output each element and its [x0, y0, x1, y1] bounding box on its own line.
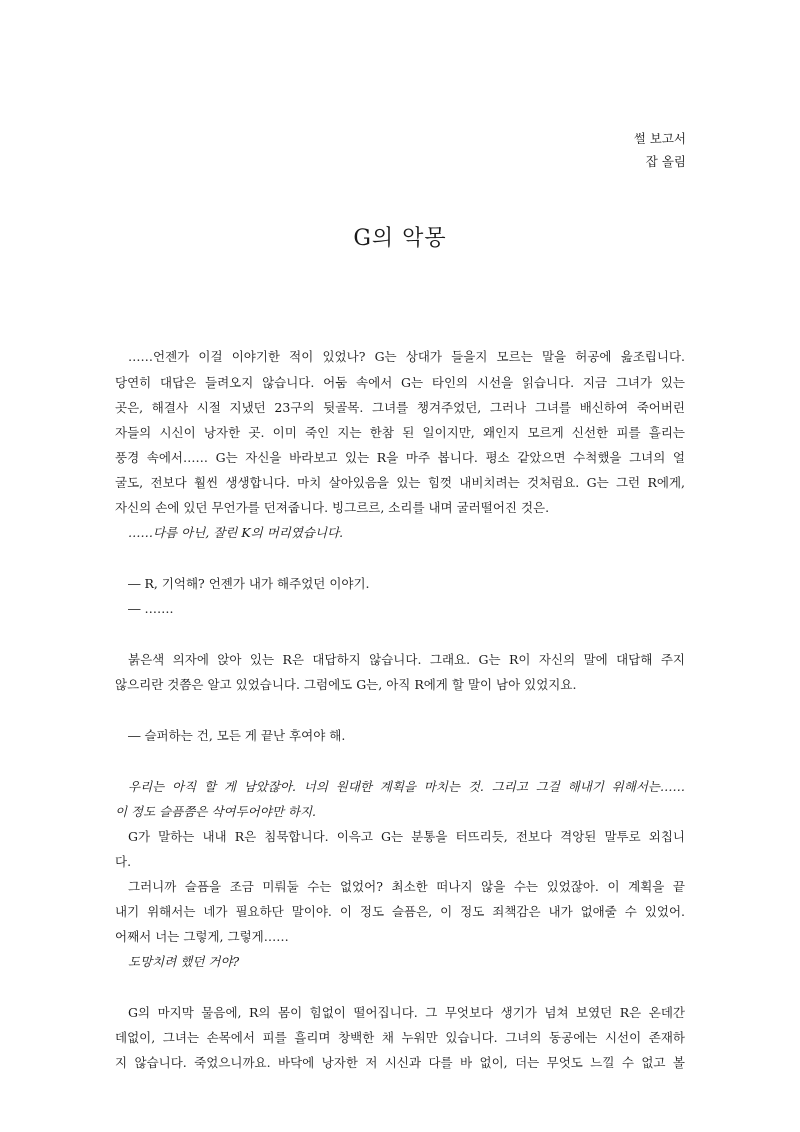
text-line: 굴도, 전보다 훨씬 생생합니다. 마치 살아있음을 있는 힘껏 내비치려는 것처럼요. G는 그런 R에게,	[115, 475, 685, 490]
dialogue-line: ― …….	[128, 601, 174, 616]
dialogue-line: ― 슬퍼하는 건, 모든 게 끝난 후여야 해.	[128, 728, 346, 743]
text-line: 풍경 속에서…… G는 자신을 바라보고 있는 R을 마주 봅니다. 평소 같았으면 수척했을 그녀의 얼	[115, 450, 685, 465]
text-line: 않으리란 것쯤은 알고 있었습니다. 그럼에도 G는, 아직 R에게 할 말이 남아 있었지요.	[115, 677, 577, 692]
text-line: 그러니까 슬픔을 조금 미뤄둘 수는 없었어? 최소한 떠나지 않을 수는 있었잖아. 이 계획을 끝	[128, 879, 685, 894]
author-label: 잡 올림	[645, 154, 686, 169]
text-line: 어째서 너는 그렇게, 그렇게……	[115, 929, 289, 944]
text-line: G의 마지막 물음에, R의 몸이 힘없이 떨어집니다. 그 무엇보다 생기가 넘쳐 보였던 R은 온데간	[128, 1005, 685, 1020]
document-title: G의 악몽	[353, 226, 447, 251]
text-line: 다.	[115, 854, 132, 869]
text-line: G가 말하는 내내 R은 침묵합니다. 이윽고 G는 분통을 터뜨리듯, 전보다 격앙된 말투로 외칩니	[128, 829, 685, 844]
text-line-italic: ……다름 아닌, 잘린 K의 머리였습니다.	[128, 525, 344, 540]
text-line: 붉은색 의자에 앉아 있는 R은 대답하지 않습니다. 그래요. G는 R이 자신의 말에 대답해 주지	[128, 652, 685, 667]
text-line: 곳은, 해결사 시절 지냈던 23구의 뒷골목. 그녀를 챙겨주었던, 그러나 그녀를 배신하여 죽어버린	[115, 400, 685, 415]
text-line-italic: 이 정도 슬픔쯤은 삭여두어야만 하지.	[115, 804, 316, 819]
text-line-italic: 우리는 아직 할 게 남았잖아. 너의 원대한 계획을 마치는 것. 그리고 그걸 해내기 위해서는……	[128, 779, 685, 794]
text-line: 지 않습니다. 죽었으니까요. 바닥에 낭자한 저 시신과 다를 바 없이, 더는 무엇도 느낄 수 없고 볼	[115, 1055, 685, 1070]
text-line-italic: 도망치려 했던 거야?	[128, 954, 240, 969]
dialogue-line: ― R, 기억해? 언젠가 내가 해주었던 이야기.	[128, 576, 370, 591]
text-line: 내기 위해서는 네가 필요하단 말이야. 이 정도 슬픔은, 이 정도 죄책감은 내가 없애줄 수 있었어.	[115, 904, 685, 919]
text-line: 자들의 시신이 낭자한 곳. 이미 죽인 지는 한참 된 일이지만, 왜인지 모르게 신선한 피를 흘리는	[115, 425, 685, 440]
text-line: 데없이, 그녀는 손목에서 피를 흘리며 창백한 채 누워만 있습니다. 그녀의 동공에는 시선이 존재하	[115, 1030, 685, 1045]
text-line: ……언젠가 이걸 이야기한 적이 있었나? G는 상대가 들을지 모르는 말을 허공에 읊조립니다.	[128, 349, 685, 364]
text-line: 당연히 대답은 들려오지 않습니다. 어둠 속에서 G는 타인의 시선을 읽습니다. 지금 그녀가 있는	[115, 375, 685, 390]
text-line: 자신의 손에 있던 무언가를 던져줍니다. 빙그르르, 소리를 내며 굴러떨어진 것은.	[115, 500, 550, 515]
report-label: 썰 보고서	[633, 131, 686, 146]
